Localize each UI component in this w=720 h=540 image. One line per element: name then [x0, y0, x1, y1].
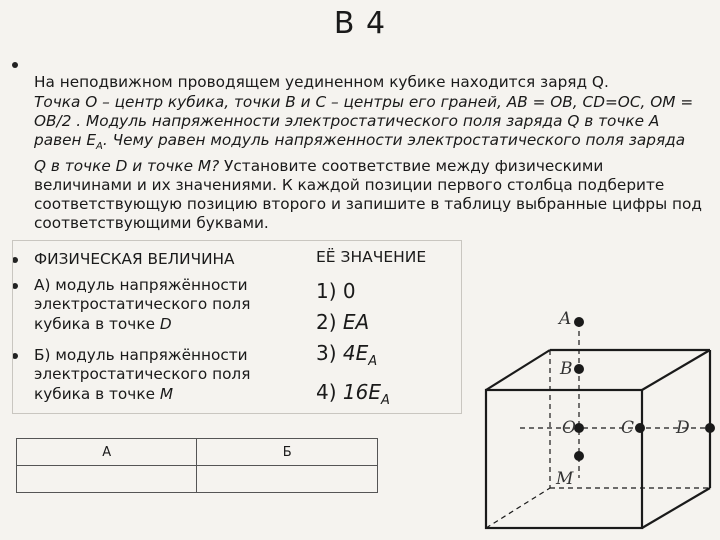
bullet-dot [12, 257, 18, 263]
answer-header-row [17, 439, 378, 466]
value-item-2: 2) EA [316, 310, 370, 334]
point-b [574, 364, 584, 374]
point-d [705, 423, 715, 433]
point-a [574, 317, 584, 327]
value-item-1: 1) 0 [316, 279, 356, 303]
problem-sentence-1: На неподвижном проводящем уединенном кубике находится заряд Q. [34, 73, 609, 92]
column-header-right: ЕЁ ЗНАЧЕНИЕ [316, 248, 427, 266]
cube-edge-br [642, 488, 710, 528]
bullet-dot [12, 353, 18, 359]
label-c: C [621, 418, 635, 438]
answer-input-row [17, 466, 378, 493]
label-o: O [562, 418, 576, 438]
item-b: Б) модуль напряжённости электростатического поля кубика в точке M [34, 346, 251, 403]
answer-cell-b[interactable] [197, 466, 378, 493]
label-m: M [556, 469, 574, 489]
point-c [635, 423, 645, 433]
label-b: B [560, 359, 573, 379]
ea-subscript: A [96, 141, 103, 153]
value-item-3: 3) $4E_A$ [316, 341, 378, 369]
problem-text [34, 54, 702, 234]
bullet-dot [12, 62, 18, 68]
values-list [316, 276, 390, 416]
label-d: D [676, 418, 690, 438]
cube-diagram [470, 290, 720, 530]
answer-table [16, 438, 378, 493]
bullet-dot [12, 283, 18, 289]
column-header-left: ФИЗИЧЕСКАЯ ВЕЛИЧИНА [34, 250, 235, 268]
slide-title: В 4 [333, 6, 387, 41]
cube-edge-tl [486, 350, 550, 390]
cube-edge-tr [642, 350, 710, 390]
cube-front-face [486, 390, 642, 528]
value-item-4: 4) $16E_A$ [316, 380, 390, 408]
point-m [574, 451, 584, 461]
problem-sentence-2: Точка О – центр кубика, точки В и С – центры его граней, АВ = ОВ, CD=OC, OM = OB/2 . Модуль напряженности электростатического поля заряда Q в точке А равен $E_A$. Чему равен модуль напряженности электростатического поля заряда Q в точке D и точке М? [34, 92, 694, 175]
label-a: A [559, 309, 572, 329]
problem-instruction: Установите соответствие между физическими величинами и их значениями. К каждой позиции первого столбца подберите соответствующую позицию второго и запишите в таблицу выбранные цифры под соответствующими буквами. [34, 156, 702, 233]
answer-cell-a[interactable] [17, 466, 197, 493]
answer-header-b: Б [197, 439, 378, 466]
item-a: А) модуль напряжённости электростатического поля кубика в точке D [34, 276, 251, 333]
answer-header-a: А [17, 439, 197, 466]
cube-hidden-edge-diagonal [486, 488, 550, 528]
